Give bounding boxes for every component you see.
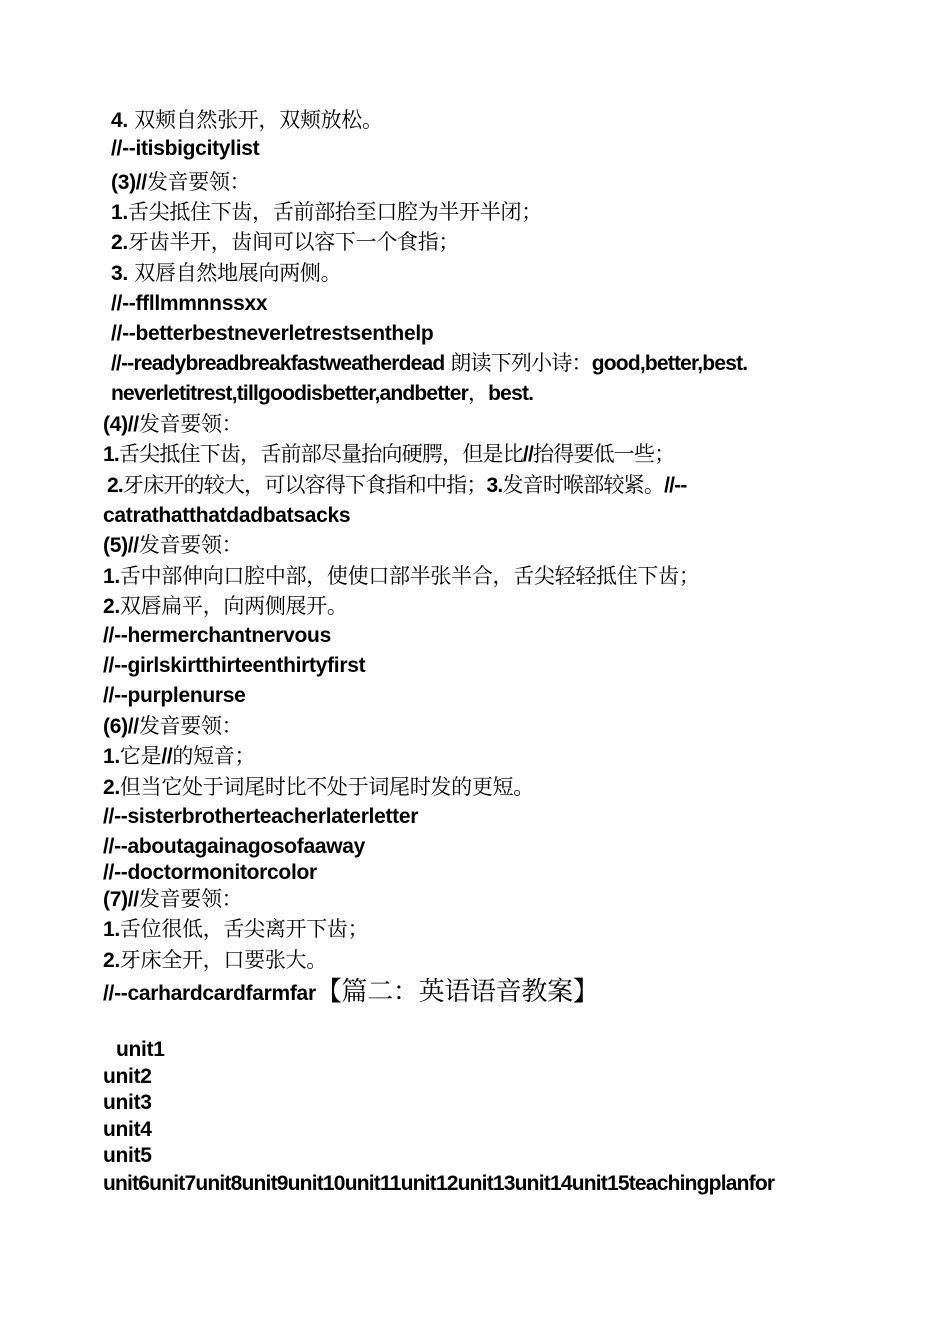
text-line: 2.牙床开的较大，可以容得下食指和中指；3.发音时喉部较紧。//--: [107, 473, 687, 497]
section-heading: (4)//发音要领：: [103, 412, 243, 436]
text-line: neverletitrest,tillgoodisbetter,andbetter，best.: [111, 381, 534, 405]
text-line: 4. 双颊自然张开，双颊放松。: [111, 108, 383, 132]
section-heading: (5)//发音要领：: [103, 533, 243, 557]
text-line: //--readybreadbreakfastweatherdead 朗读下列小诗：good,better,best.: [111, 351, 748, 375]
unit-label: unit2: [103, 1065, 152, 1088]
text-line: 1.舌中部伸向口腔中部，使使口部半张半合，舌尖轻轻抵住下齿；: [103, 564, 700, 588]
text-line: 1.舌位很低，舌尖离开下齿；: [103, 917, 369, 941]
section-heading: (7)//发音要领：: [103, 887, 243, 911]
text-line: 1.舌尖抵住下齿，舌前部尽量抬向硬腭，但是比//抬得要低一些；: [103, 442, 675, 466]
text-line: //--purplenurse: [103, 684, 246, 707]
text-line: 2.牙床全开，口要张大。: [103, 948, 327, 972]
text-line: //--betterbestneverletrestsenthelp: [111, 322, 434, 345]
text-line: //--ffllmmnnssxx: [111, 292, 268, 315]
text-line: unit6unit7unit8unit9unit10unit11unit12unit13unit14unit15teachingplanfor: [103, 1172, 775, 1195]
text-line: 1.舌尖抵住下齿，舌前部抬至口腔为半开半闭；: [111, 200, 542, 224]
text-line: //--sisterbrotherteacherlaterletter: [103, 805, 419, 828]
text-line: 2.牙齿半开，齿间可以容下一个食指；: [111, 230, 460, 254]
text-line: //--itisbigcitylist: [111, 137, 260, 160]
text-line: catrathatthatdadbatsacks: [103, 504, 351, 527]
unit-label: unit5: [103, 1144, 152, 1167]
section-title: 【篇二：英语语音教案】: [315, 977, 599, 1007]
section-heading: (6)//发音要领：: [103, 714, 243, 738]
text-line: 3. 双唇自然地展向两侧。: [111, 261, 342, 285]
text-line: //--aboutagainagosofaaway: [103, 835, 366, 858]
unit-label: unit1: [116, 1038, 165, 1061]
text-line: //--hermerchantnervous: [103, 624, 331, 647]
text-line: //--carhardcardfarmfar【篇二：英语语音教案】: [103, 977, 599, 1007]
text-line: //--girlskirtthirteenthirtyfirst: [103, 654, 366, 677]
text-line: 1.它是//的短音；: [103, 744, 256, 768]
text-line: //--doctormonitorcolor: [103, 861, 317, 884]
unit-label: unit4: [103, 1118, 152, 1141]
text-line: 2.双唇扁平，向两侧展开。: [103, 594, 348, 618]
text-line: 2.但当它处于词尾时比不处于词尾时发的更短。: [103, 775, 534, 799]
unit-label: unit3: [103, 1091, 152, 1114]
section-heading: (3)//发音要领：: [111, 170, 251, 194]
